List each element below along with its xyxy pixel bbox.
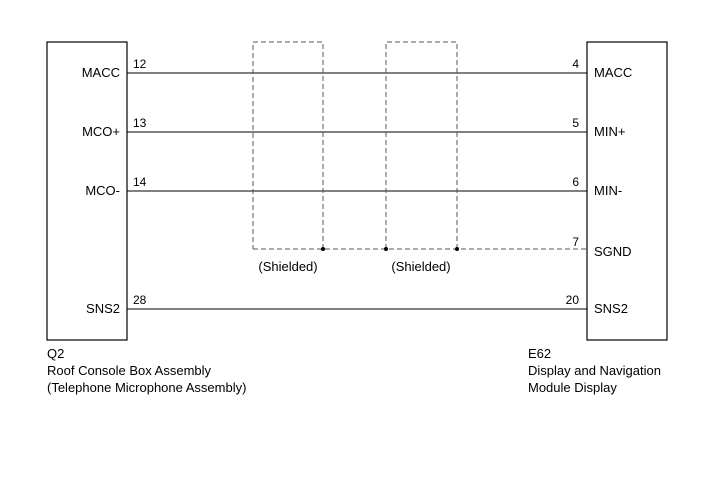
left-pin-number: 12 [133,57,147,71]
left-terminal-label: MCO+ [82,124,120,139]
shield-junction-dot [384,247,388,251]
right-pin-number: 6 [572,175,579,189]
right-pin-number: 4 [572,57,579,71]
left-component-name: (Telephone Microphone Assembly) [47,380,247,395]
left-terminal-label: SNS2 [86,301,120,316]
right-component-name: Module Display [528,380,617,395]
right-component-code: E62 [528,346,552,361]
shield-label: (Shielded) [258,259,318,274]
right-terminal-label: SNS2 [594,301,628,316]
right-terminal-label: MIN- [594,183,623,198]
left-pin-number: 14 [133,175,147,189]
left-pin-number: 28 [133,293,147,307]
right-terminal-label: MACC [594,65,633,80]
left-component-name: Roof Console Box Assembly [47,363,212,378]
shield-junction-dot [455,247,459,251]
right-terminal-label: SGND [594,244,632,259]
left-component-code: Q2 [47,346,65,361]
right-component-name: Display and Navigation [528,363,661,378]
left-pin-number: 13 [133,116,147,130]
shield-junction-dot [321,247,325,251]
right-terminal-label: MIN+ [594,124,626,139]
left-terminal-label: MACC [81,65,120,80]
shield-label: (Shielded) [391,259,451,274]
left-terminal-label: MCO- [85,183,120,198]
right-pin-number: 5 [572,116,579,130]
right-pin-number: 20 [565,293,579,307]
right-pin-number: 7 [572,235,579,249]
